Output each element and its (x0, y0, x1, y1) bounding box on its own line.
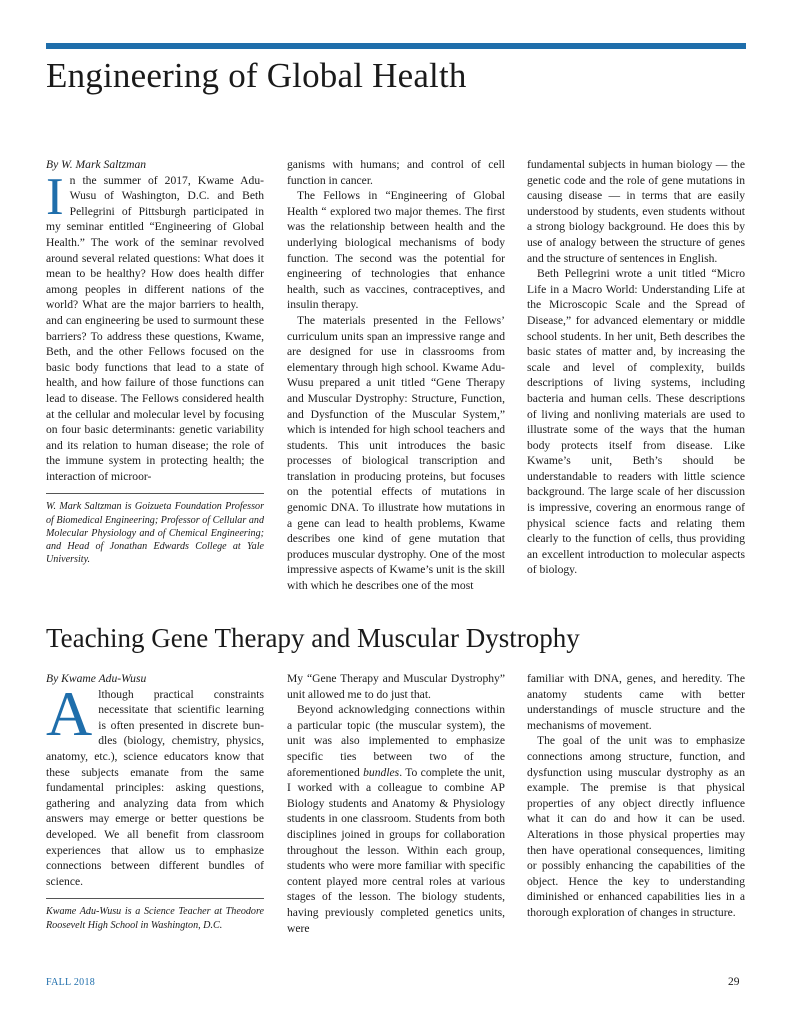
author-bio: Kwame Adu-Wusu is a Science Teacher at Theodore Roosevelt High School in Washington, D.C. (46, 898, 264, 931)
article2-paragraph-3 (287, 702, 505, 936)
author-bio: W. Mark Saltzman is Goizueta Foundation Professor of Biomedical Engineering; Professor of Cellular and Molecular Physiology and of Chemical Engineering; and Head of Jonathan Edwards College at Yale University. (46, 493, 264, 566)
article2-paragraph-3-part-b: . To complete the unit, I worked with a colleague to combine AP Biology students and Anatomy & Physiology students in one classroom. Students from both disciplines joined in groups for collaboration throughout the lesson. Within each group, students who were more familiar with specific content played more central roles at various stages of the lesson. The biology students, having previously completed genetics units, were (287, 765, 505, 935)
article-title: Engineering of Global Health (46, 56, 467, 95)
article2-paragraph-1-text: lthough practical constraints necessitate that scientific learning is often presented in discrete bundles (biology, chemistry, physics, anatomy, etc.), science educators know that these subjects emanate from the same fundamental principles: asking questions, gathering and analyzing data from which answers may emerge or better questions be developed. We all benefit from classroom experiences that allow us to emphasize connections between different bundles of science. (46, 687, 264, 888)
article1-paragraph-4: The materials presented in the Fellows’ curriculum units span an impressive range and are designed for use in classrooms from elementary through high school. Kwame Adu-Wusu prepared a unit titled “Gene Therapy and Muscular Dystrophy: Structure, Function, and Dysfunction of the Muscular System,” which is intended for high school teachers and students. This unit introduces the basic processes of biological transcription and translation in producing proteins, but focuses on the potential effects of mutations in genomic DNA. To illustrate how mutations in a gene can lead to health problems, Kwame describes one kind of gene mutation that produces muscular dystrophy. One of the most impressive aspects of Kwame’s unit is the skill with which he describes one of the most (287, 313, 505, 593)
article2-column-3 (527, 671, 745, 921)
article1-paragraph-2: ganisms with humans; and control of cell function in cancer. (287, 158, 505, 187)
article2-paragraph-5: The goal of the unit was to emphasize connections among structure, function, and dysfunction using muscular dystrophy as an example. The premise is that physical properties of any object directly influence what it can do and how it can be used. Alterations in those physical properties may then have operational consequences, limiting or possibly enhancing the capabilities of the object. Hence the key to understanding diminished or enhanced capabilities lies in a thorough exploration of changes in structure. (527, 734, 745, 919)
article2-paragraph-3-part-a: Beyond acknowledging connections within a particular topic (the muscular system), the unit was also implemented to emphasize specific ties between two of the aforementioned (287, 703, 505, 779)
article1-byline: By W. Mark Saltzman (46, 158, 147, 171)
article1-paragraph-6: Beth Pellegrini wrote a unit titled “Micro Life in a Macro World: Understanding Life at the Microscopic Scale and the Spread of Disease,” for advanced elementary or middle school students. In her unit, Beth describes the basic states of matter and, by increasing the scale and level of complexity, builds descriptions of living systems, including bacteria and human cells. These descriptions of living and nonliving materials are used to illustrate some of the ways that the human body protects itself from disease. Like Kwame’s unit, Beth’s should be understandable to readers with little science background. The large scale of her discussion is impressive, covering an enormous range of physical science facts and relating them clearly to the function of cells, thus providing an excellent introduction to molecular aspects of biology. (527, 267, 745, 577)
article1-paragraph-1-text: n the summer of 2017, Kwame Adu-Wusu of Washington, D.C. and Beth Pellegrini of Pittsburgh participated in my seminar entitled “Engineering of Global Health.” The work of the seminar revolved around several related questions: What does it mean to be healthy? How does health differ among peoples in different nations of the world? What are the major barriers to health, and can engineering be used to surmount these barriers? To address these questions, Kwame, Beth, and the other Fellows focused on the basic body functions that lead to a state of health, and how failure of those functions can lead to disease. The Fellows considered health at the cellular and molecular level by focusing on four basic determinants: genetic variability and its relation to human disease; the role of the immune system in protecting health; the interaction of microor- (46, 173, 264, 483)
dropcap: I (46, 167, 64, 226)
article2-paragraph-2: My “Gene Therapy and Muscular Dystrophy” unit allowed me to do just that. (287, 672, 505, 701)
page-number: 29 (728, 976, 740, 988)
article2-column-1 (46, 671, 264, 932)
article1-paragraph-3: The Fellows in “Engineering of Global Health “ explored two major themes. The first was the relationship between health and the underlying biological mechanisms of body function. The second was the potential for engineering of technologies that enhance health, such as vaccines, contraceptives, and insulin therapy. (287, 189, 505, 312)
article2-paragraph-4: familiar with DNA, genes, and heredity. The anatomy students came with better understandings of muscle structure and the mechanisms of movement. (527, 672, 745, 732)
article1-paragraph-5: fundamental subjects in human biology — the genetic code and the role of gene mutations in causing disease — in terms that are easily understood by students, even students without a strong biology background. He does this by use of analogy between the structure of genes and the structure of sentences in English. (527, 158, 745, 265)
article2-title: Teaching Gene Therapy and Muscular Dystrophy (46, 623, 580, 653)
article1-column-1 (46, 157, 264, 566)
article2-column-2 (287, 671, 505, 936)
header-rule (46, 43, 746, 49)
dropcap: A (46, 677, 93, 749)
article2-byline: By Kwame Adu-Wusu (46, 672, 147, 685)
issue-label: FALL 2018 (46, 977, 96, 988)
article1-column-3 (527, 157, 745, 578)
emphasis-bundles: bundles (363, 765, 400, 779)
article1-paragraph-1 (46, 167, 264, 485)
article1-column-2 (287, 157, 505, 594)
